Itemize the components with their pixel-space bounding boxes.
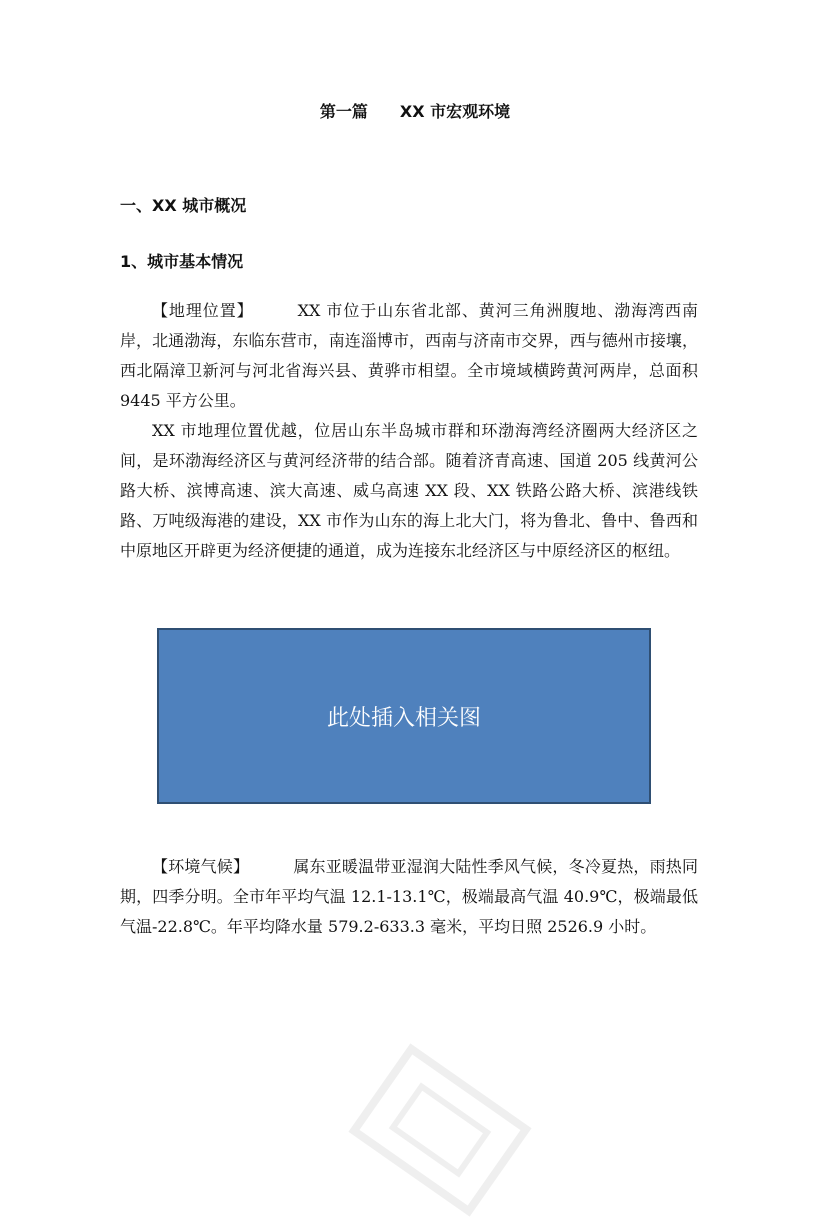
geo-location-paragraph — [120, 296, 698, 416]
subsection-heading: 1、城市基本情况 — [120, 252, 244, 271]
climate-text: 属东亚暖温带亚湿润大陆性季风气候，冬冷夏热，雨热同期，四季分明。全市年平均气温 12.1-13.1℃，极端最高气温 40.9℃，极端最低气温-22.8℃。年平均降水量 579.2-633.3 毫米，平均日照 2526.9 小时。 — [120, 857, 698, 936]
figure-placeholder-label: 此处插入相关图 — [326, 705, 481, 731]
figure-placeholder — [157, 628, 651, 804]
watermark-graphic — [340, 1035, 540, 1225]
page-title: 第一篇 XX 市宏观环境 — [319, 102, 511, 121]
location-advantage-paragraph: XX 市地理位置优越，位居山东半岛城市群和环渤海湾经济圈两大经济区之间，是环渤海经济区与黄河经济带的结合部。随着济青高速、国道 205 线黄河公路大桥、滨博高速、滨大高速、威乌高速 XX 段、XX 铁路公路大桥、滨港线铁路、万吨级海港的建设，XX 市作为山东的海上北大门，将为鲁北、鲁中、鲁西和中原地区开辟更为经济便捷的通道，成为连接东北经济区与中原经济区的枢纽。 — [120, 421, 698, 560]
section-heading: 一、XX 城市概况 — [120, 196, 247, 215]
climate-tag: 【环境气候】 — [152, 857, 250, 876]
geo-location-text: XX 市位于山东省北部、黄河三角洲腹地、渤海湾西南岸，北通渤海，东临东营市，南连淄博市，西南与济南市交界，西与德州市接壤，西北隔漳卫新河与河北省海兴县、黄骅市相望。全市境域横跨黄河两岸，总面积 9445 平方公里。 — [120, 301, 698, 410]
climate-paragraph — [120, 852, 698, 942]
geo-location-tag: 【地理位置】 — [152, 301, 254, 320]
